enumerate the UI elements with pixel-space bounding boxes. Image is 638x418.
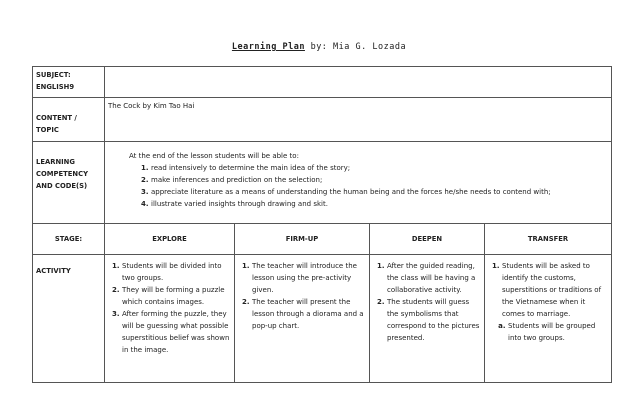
content-label: CONTENT / TOPIC (33, 98, 105, 142)
stage-firmup: FIRM-UP (235, 224, 370, 255)
competency-value (105, 142, 612, 224)
list-item: 2. They will be forming a puzzle which contains images. (122, 284, 231, 308)
competency-row (33, 142, 612, 224)
list-item: 2. The students will guess the symbolisms that correspond to the pictures presented. (387, 296, 481, 344)
competency-intro: At the end of the lesson students will be able to: (129, 152, 299, 160)
stage-row (33, 224, 612, 255)
stage-transfer: TRANSFER (485, 224, 612, 255)
activity-row (33, 255, 612, 383)
activity-firmup (235, 255, 370, 383)
list-item: 1. The teacher will introduce the lesson using the pre-activity given. (252, 260, 366, 296)
competency-list (129, 162, 608, 210)
list-item: a. Students will be grouped into two groups. (508, 320, 608, 344)
stage-deepen: DEEPEN (370, 224, 485, 255)
competency-item: 4. illustrate varied insights through drawing and skit. (151, 198, 608, 210)
list-item: 1. Students will be divided into two groups. (122, 260, 231, 284)
content-value: The Cock by Kim Tao Hai (105, 98, 612, 142)
title-main: Learning Plan (231, 42, 305, 52)
list-item: 3. After forming the puzzle, they will be guessing what possible superstitious belief was shown in the image. (122, 308, 231, 356)
list-item: 1. After the guided reading, the class will be having a collaborative activity. (387, 260, 481, 296)
competency-item: 2. make inferences and prediction on the selection; (151, 174, 608, 186)
competency-item: 3. appreciate literature as a means of understanding the human being and the forces he/she needs to contend with; (151, 186, 608, 198)
competency-label: LEARNING COMPETENCY AND CODE(S) (33, 142, 105, 224)
stage-explore: EXPLORE (105, 224, 235, 255)
subject-value (105, 67, 612, 98)
stage-label: STAGE: (33, 224, 105, 255)
title-author: by: Mia G. Lozada (304, 42, 407, 52)
activity-label: ACTIVITY (33, 255, 105, 383)
activity-transfer (485, 255, 612, 383)
activity-deepen (370, 255, 485, 383)
content-row (33, 98, 612, 142)
list-item: 2. The teacher will present the lesson through a diorama and a pop-up chart. (252, 296, 366, 332)
competency-item: 1. read intensively to determine the main idea of the story; (151, 162, 608, 174)
page-title (0, 42, 638, 52)
subject-row (33, 67, 612, 98)
list-item: 1. Students will be asked to identify the customs, superstitions or traditions of the Vietnamese when it comes to marriage. (502, 260, 608, 320)
learning-plan-table (32, 66, 612, 383)
activity-explore (105, 255, 235, 383)
subject-label: SUBJECT: ENGLISH9 (33, 67, 105, 98)
